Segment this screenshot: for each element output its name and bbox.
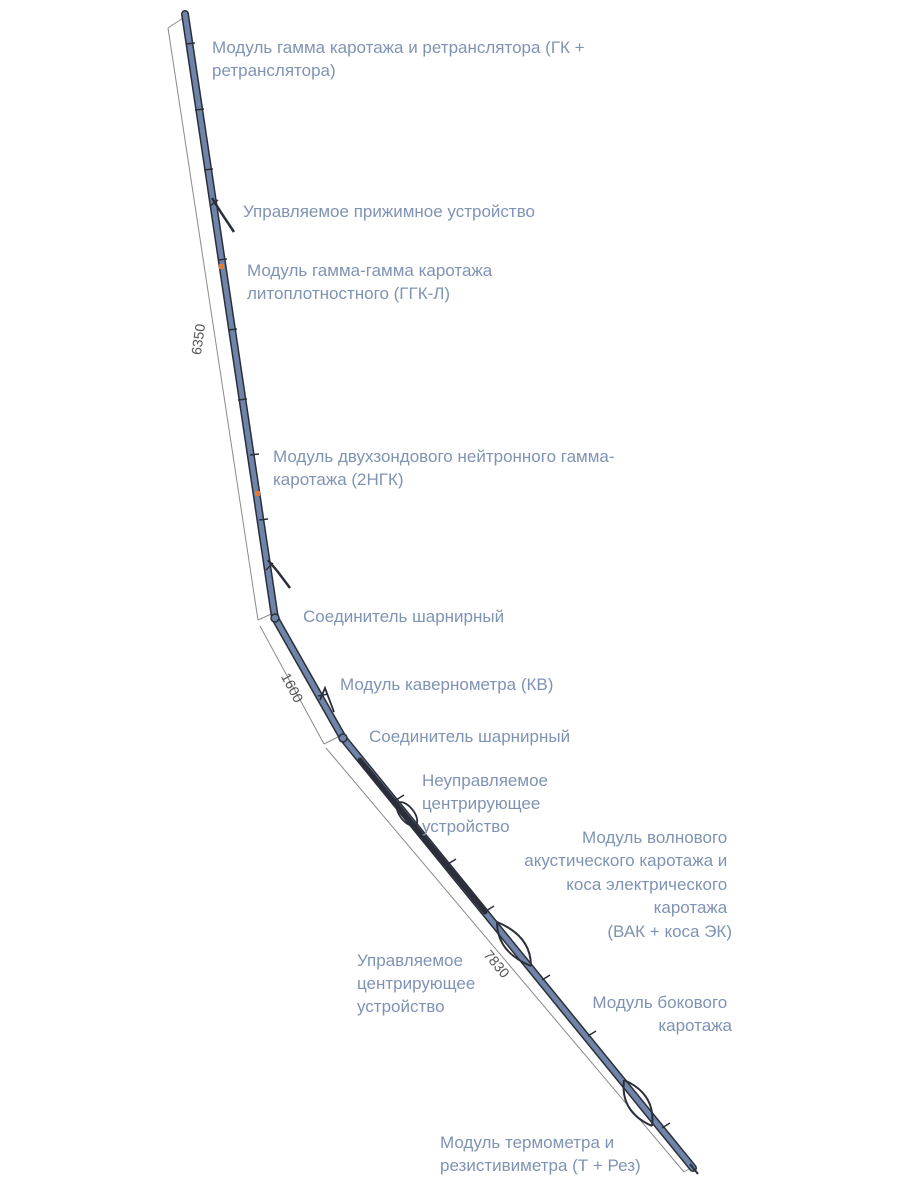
joint (186, 43, 195, 44)
tool-section-upper-body (185, 14, 275, 618)
hinge-connector-1-icon (271, 614, 279, 622)
dimension-lower-text: 7830 (480, 946, 513, 981)
dimension-upper-text: 6350 (187, 322, 209, 356)
orange-marker (219, 264, 224, 269)
label-line: акустического каротажа и (524, 851, 728, 870)
label-line: центрирующее (422, 794, 541, 813)
joint (486, 906, 494, 911)
joint (448, 859, 456, 864)
label-line: Управляемое прижимное устройство (243, 202, 536, 221)
gk-module-label (212, 38, 589, 80)
label-line: Модуль термометра и (440, 1133, 615, 1152)
label-line: резистивиметра (Т + Рез) (440, 1156, 641, 1175)
label-line: Соединитель шарнирный (369, 727, 571, 746)
label-line: литоплотностного (ГГК-Л) (247, 284, 451, 303)
label-line: ретранслятора) (212, 61, 336, 80)
label-line: Модуль бокового (592, 993, 728, 1012)
joint (204, 169, 213, 170)
ngk-module-label (273, 447, 619, 489)
label-line: коса электрического (566, 875, 728, 894)
hinge-connector-2-icon (339, 734, 347, 742)
hinge-connector-2-label (369, 727, 570, 746)
joint (588, 1031, 596, 1036)
controlled-clamp-label (243, 202, 535, 221)
joint (238, 399, 247, 400)
label-line: Модуль волнового (582, 828, 728, 847)
label-line: Неуправляемое (422, 771, 548, 790)
uncontrolled-centralizer-label (422, 771, 553, 836)
label-line: устройство (422, 817, 510, 836)
orange-marker (255, 491, 260, 496)
thermometer-module-label (440, 1133, 641, 1175)
dimension-middle-text: 1600 (278, 670, 307, 706)
label-line: Модуль двухзондового нейтронного гамма- (273, 447, 615, 466)
label-line: Модуль гамма каротажа и ретранслятора (ГК + (212, 38, 585, 57)
lateral-module-label (592, 993, 732, 1035)
label-line: Управляемое (357, 951, 463, 970)
label-line: Модуль кавернометра (КВ) (340, 675, 554, 694)
joint (218, 259, 227, 260)
joint (396, 795, 404, 800)
dimension-line-upper (168, 28, 258, 620)
hinge-connector-1-label (303, 607, 504, 626)
label-line: (ВАК + коса ЭК) (607, 922, 732, 941)
label-line: Модуль гамма-гамма каротажа (247, 261, 493, 280)
vak-module-label (524, 828, 732, 941)
label-line: каротажа (658, 1016, 732, 1035)
label-line: Соединитель шарнирный (303, 607, 505, 626)
joint (195, 109, 204, 110)
label-line: каротажа (2НГК) (273, 470, 404, 489)
label-line: устройство (357, 997, 445, 1016)
ggk-module-label (247, 261, 497, 303)
caliper-module-label (340, 675, 553, 694)
joint (250, 454, 259, 455)
controlled-centralizer-label (357, 951, 480, 1016)
label-line: центрирующее (357, 974, 476, 993)
joint (542, 975, 550, 980)
joint (228, 329, 237, 330)
label-line: каротажа (653, 898, 728, 917)
joint (259, 519, 268, 520)
